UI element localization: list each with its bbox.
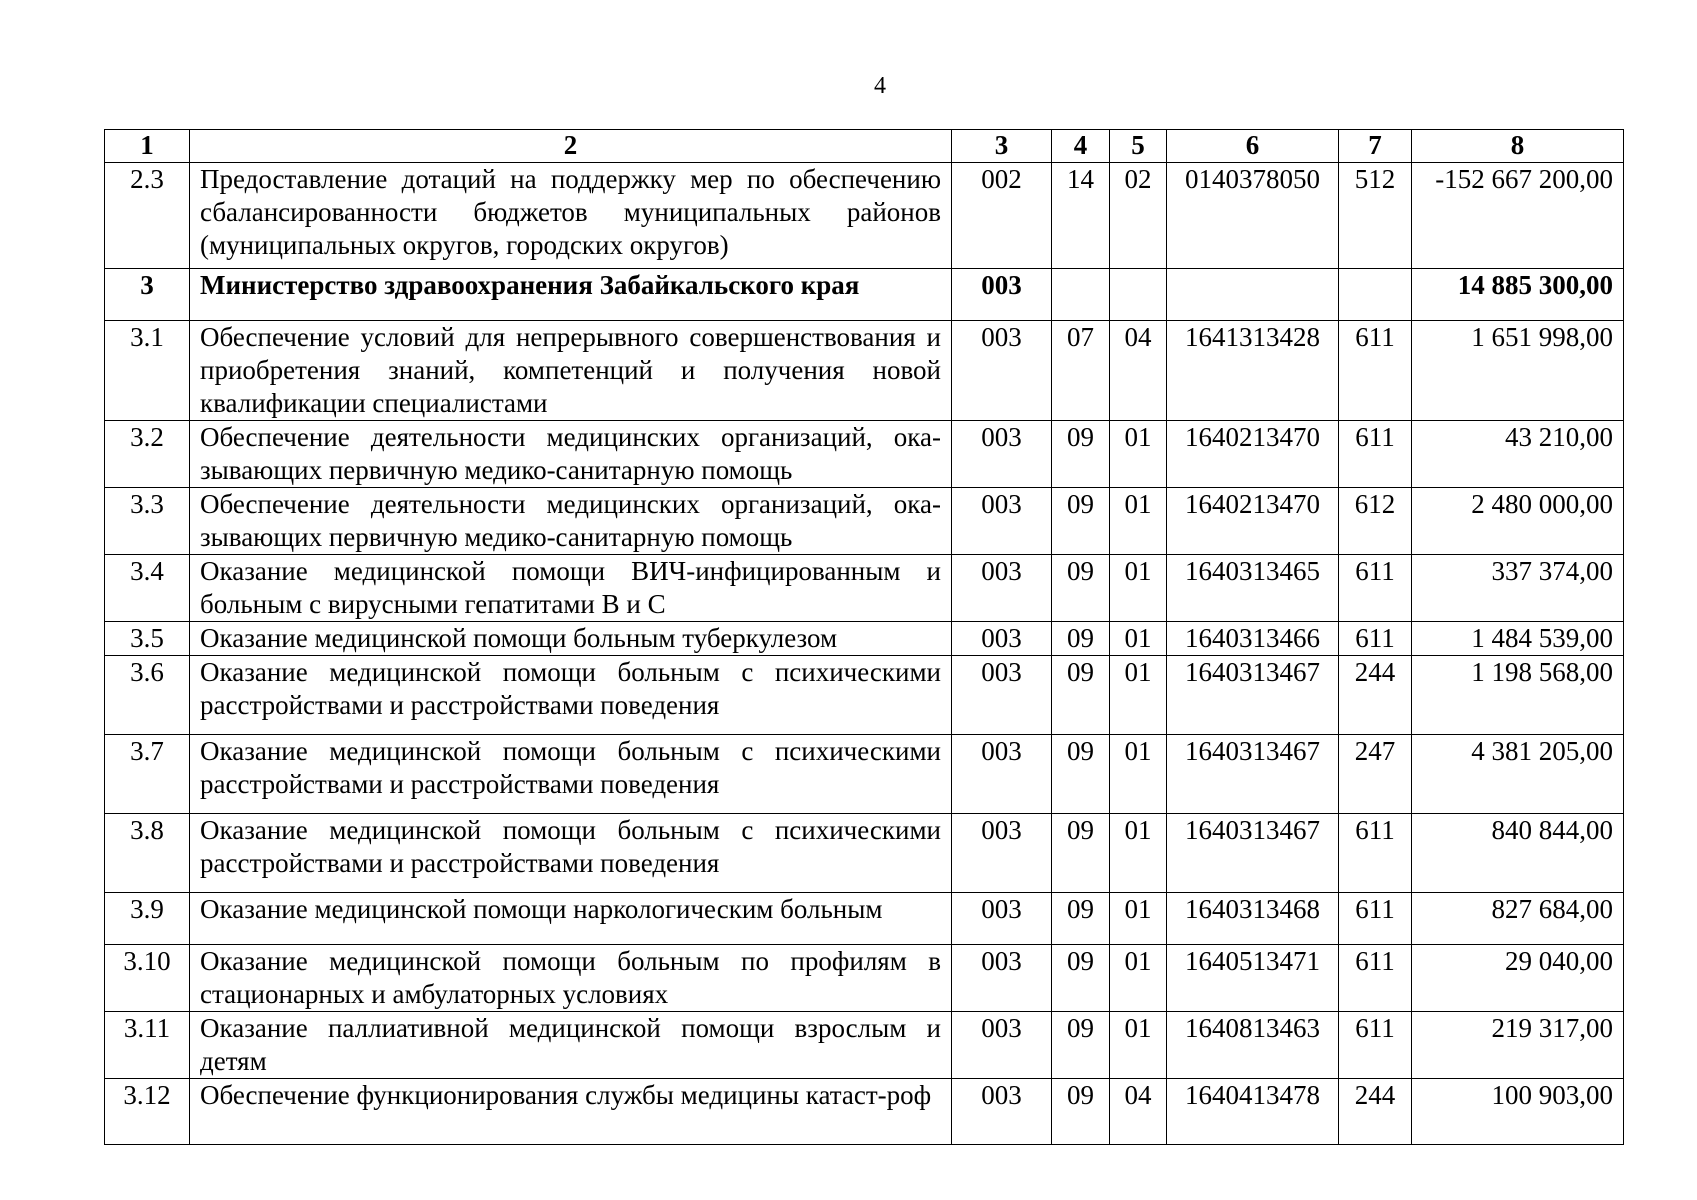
section-code-cell: 09 — [1052, 488, 1110, 555]
subsection-code-cell: 01 — [1110, 735, 1167, 814]
item-name-cell: Предоставление дотаций на поддержку мер по обеспечению сбалансированности бюджетов муниципальных районов (муниципальных округов, городских округов) — [190, 163, 952, 269]
target-article-cell: 1640213470 — [1167, 421, 1339, 488]
row-number-cell: 2.3 — [105, 163, 190, 269]
expense-type-cell: 612 — [1339, 488, 1412, 555]
ministry-code-cell: 003 — [952, 421, 1052, 488]
column-header: 2 — [190, 130, 952, 163]
row-number-cell: 3.7 — [105, 735, 190, 814]
amount-cell: 337 374,00 — [1412, 555, 1624, 622]
subsection-code-cell: 01 — [1110, 1012, 1167, 1079]
column-header: 7 — [1339, 130, 1412, 163]
amount-cell: 29 040,00 — [1412, 945, 1624, 1012]
expense-type-cell: 244 — [1339, 656, 1412, 735]
row-number-cell: 3.9 — [105, 893, 190, 945]
target-article-cell: 1640313466 — [1167, 622, 1339, 656]
item-name-cell: Оказание медицинской помощи больным с психическими расстройствами и расстройствами поведения — [190, 656, 952, 735]
ministry-code-cell: 003 — [952, 622, 1052, 656]
section-code-cell: 09 — [1052, 893, 1110, 945]
expense-type-cell: 611 — [1339, 321, 1412, 421]
ministry-code-cell: 003 — [952, 1079, 1052, 1145]
amount-cell: 4 381 205,00 — [1412, 735, 1624, 814]
page-number: 4 — [874, 73, 886, 99]
amount-cell: 1 198 568,00 — [1412, 656, 1624, 735]
column-header: 8 — [1412, 130, 1624, 163]
row-number-cell: 3.3 — [105, 488, 190, 555]
table-row — [105, 735, 1624, 814]
target-article-cell: 1640513471 — [1167, 945, 1339, 1012]
expense-type-cell: 611 — [1339, 1012, 1412, 1079]
expense-type-cell: 611 — [1339, 814, 1412, 893]
row-number-cell: 3 — [105, 269, 190, 321]
item-name-cell: Оказание паллиативной медицинской помощи взрослым и детям — [190, 1012, 952, 1079]
expense-type-cell: 247 — [1339, 735, 1412, 814]
subsection-code-cell: 04 — [1110, 321, 1167, 421]
target-article-cell: 1640313467 — [1167, 735, 1339, 814]
section-code-cell: 14 — [1052, 163, 1110, 269]
subsection-code-cell: 01 — [1110, 656, 1167, 735]
table-header-row — [105, 130, 1624, 163]
row-number-cell: 3.11 — [105, 1012, 190, 1079]
target-article-cell: 1641313428 — [1167, 321, 1339, 421]
section-code-cell: 09 — [1052, 555, 1110, 622]
column-header: 1 — [105, 130, 190, 163]
expense-type-cell — [1339, 269, 1412, 321]
target-article-cell: 1640213470 — [1167, 488, 1339, 555]
column-header: 5 — [1110, 130, 1167, 163]
item-name-cell: Оказание медицинской помощи больным с психическими расстройствами и расстройствами поведения — [190, 735, 952, 814]
subsection-code-cell: 01 — [1110, 814, 1167, 893]
section-code-cell: 07 — [1052, 321, 1110, 421]
ministry-code-cell: 003 — [952, 814, 1052, 893]
amount-cell: 219 317,00 — [1412, 1012, 1624, 1079]
item-name-cell: Оказание медицинской помощи больным по профилям в стационарных и амбулаторных условиях — [190, 945, 952, 1012]
expense-type-cell: 611 — [1339, 893, 1412, 945]
amount-cell: 1 484 539,00 — [1412, 622, 1624, 656]
ministry-code-cell: 003 — [952, 656, 1052, 735]
section-code-cell: 09 — [1052, 622, 1110, 656]
item-name-cell: Оказание медицинской помощи наркологическим больным — [190, 893, 952, 945]
table-row — [105, 622, 1624, 656]
expense-type-cell: 512 — [1339, 163, 1412, 269]
item-name-cell: Оказание медицинской помощи больным туберкулезом — [190, 622, 952, 656]
item-name-cell: Министерство здравоохранения Забайкальского края — [190, 269, 952, 321]
subsection-code-cell: 01 — [1110, 893, 1167, 945]
expense-type-cell: 611 — [1339, 555, 1412, 622]
expense-type-cell: 611 — [1339, 945, 1412, 1012]
expense-type-cell: 611 — [1339, 622, 1412, 656]
item-name-cell: Обеспечение деятельности медицинских организаций, ока-зывающих первичную медико-санитарную помощь — [190, 488, 952, 555]
table-row — [105, 321, 1624, 421]
target-article-cell — [1167, 269, 1339, 321]
expense-type-cell: 611 — [1339, 421, 1412, 488]
amount-cell: 840 844,00 — [1412, 814, 1624, 893]
target-article-cell: 1640813463 — [1167, 1012, 1339, 1079]
item-name-cell: Обеспечение деятельности медицинских организаций, ока-зывающих первичную медико-санитарную помощь — [190, 421, 952, 488]
table-row — [105, 814, 1624, 893]
section-code-cell: 09 — [1052, 656, 1110, 735]
target-article-cell: 1640313465 — [1167, 555, 1339, 622]
amount-cell: 100 903,00 — [1412, 1079, 1624, 1145]
ministry-code-cell: 003 — [952, 269, 1052, 321]
item-name-cell: Обеспечение условий для непрерывного совершенствования и приобретения знаний, компетенций и получения новой квалификации специалистами — [190, 321, 952, 421]
table-row — [105, 163, 1624, 269]
subsection-code-cell: 01 — [1110, 555, 1167, 622]
subsection-code-cell: 01 — [1110, 622, 1167, 656]
ministry-code-cell: 003 — [952, 945, 1052, 1012]
subsection-code-cell: 01 — [1110, 945, 1167, 1012]
column-header: 3 — [952, 130, 1052, 163]
section-code-cell: 09 — [1052, 1012, 1110, 1079]
row-number-cell: 3.2 — [105, 421, 190, 488]
target-article-cell: 1640313467 — [1167, 814, 1339, 893]
section-code-cell: 09 — [1052, 945, 1110, 1012]
amount-cell: -152 667 200,00 — [1412, 163, 1624, 269]
ministry-code-cell: 003 — [952, 1012, 1052, 1079]
subsection-code-cell: 01 — [1110, 421, 1167, 488]
row-number-cell: 3.6 — [105, 656, 190, 735]
section-code-cell: 09 — [1052, 1079, 1110, 1145]
section-code-cell: 09 — [1052, 814, 1110, 893]
row-number-cell: 3.12 — [105, 1079, 190, 1145]
budget-allocation-table — [104, 129, 1624, 1145]
item-name-cell: Обеспечение функционирования службы медицины катаст-роф — [190, 1079, 952, 1145]
table-row — [105, 1079, 1624, 1145]
target-article-cell: 0140378050 — [1167, 163, 1339, 269]
section-code-cell: 09 — [1052, 421, 1110, 488]
ministry-code-cell: 003 — [952, 555, 1052, 622]
amount-cell: 2 480 000,00 — [1412, 488, 1624, 555]
row-number-cell: 3.10 — [105, 945, 190, 1012]
table-row — [105, 555, 1624, 622]
table-row — [105, 945, 1624, 1012]
table-body — [105, 163, 1624, 1145]
section-code-cell: 09 — [1052, 735, 1110, 814]
column-header: 6 — [1167, 130, 1339, 163]
target-article-cell: 1640313468 — [1167, 893, 1339, 945]
ministry-code-cell: 003 — [952, 488, 1052, 555]
row-number-cell: 3.1 — [105, 321, 190, 421]
target-article-cell: 1640413478 — [1167, 1079, 1339, 1145]
subsection-code-cell — [1110, 269, 1167, 321]
item-name-cell: Оказание медицинской помощи ВИЧ-инфицированным и больным с вирусными гепатитами В и С — [190, 555, 952, 622]
table-row — [105, 1012, 1624, 1079]
table-row — [105, 269, 1624, 321]
table-row — [105, 421, 1624, 488]
row-number-cell: 3.4 — [105, 555, 190, 622]
ministry-code-cell: 003 — [952, 321, 1052, 421]
expense-type-cell: 244 — [1339, 1079, 1412, 1145]
subsection-code-cell: 02 — [1110, 163, 1167, 269]
subsection-code-cell: 04 — [1110, 1079, 1167, 1145]
subsection-code-cell: 01 — [1110, 488, 1167, 555]
amount-cell: 14 885 300,00 — [1412, 269, 1624, 321]
amount-cell: 43 210,00 — [1412, 421, 1624, 488]
section-code-cell — [1052, 269, 1110, 321]
table-row — [105, 893, 1624, 945]
amount-cell: 827 684,00 — [1412, 893, 1624, 945]
ministry-code-cell: 003 — [952, 735, 1052, 814]
row-number-cell: 3.8 — [105, 814, 190, 893]
ministry-code-cell: 003 — [952, 893, 1052, 945]
ministry-code-cell: 002 — [952, 163, 1052, 269]
row-number-cell: 3.5 — [105, 622, 190, 656]
table-row — [105, 656, 1624, 735]
table-row — [105, 488, 1624, 555]
target-article-cell: 1640313467 — [1167, 656, 1339, 735]
column-header: 4 — [1052, 130, 1110, 163]
amount-cell: 1 651 998,00 — [1412, 321, 1624, 421]
item-name-cell: Оказание медицинской помощи больным с психическими расстройствами и расстройствами поведения — [190, 814, 952, 893]
